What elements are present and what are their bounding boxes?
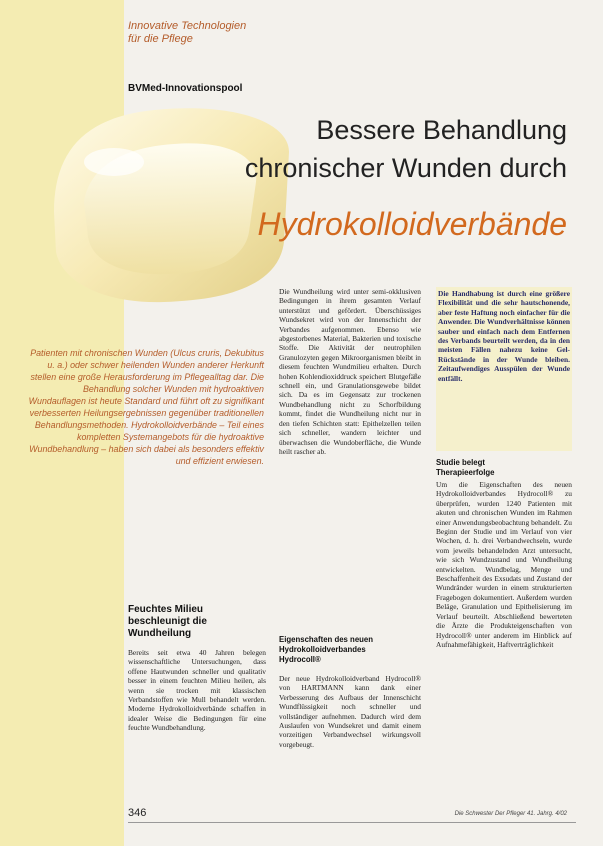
title-line-3: Hydrokolloidverbände	[257, 206, 567, 242]
title-line-2: chronischer Wunden durch	[244, 153, 567, 183]
title-line-1: Bessere Behandlung	[316, 115, 567, 145]
footer-journal: Die Schwester Der Pfleger 41. Jahrg. 4/02	[454, 811, 567, 817]
intro-paragraph: Patienten mit chronischen Wunden (Ulcus cruris, Dekubitus u. a.) oder schwer heilenden Wunden anderer Herkunft stellen eine große Herausforderung im Pflegealltag dar. Die Behandlung solcher Wunden mit hydroaktiven Wundauflagen ist heute Standard und führt oft zu signifikant verbesserten Heilungsergebnissen gegenüber traditionellen Behandlungsmethoden. Hydrokolloidverbände – Teil eines kompletten Systemangebots für die hydroaktive Wundbehandlung – haben sich dabei als besonders effektiv und effizient erwiesen.	[28, 348, 264, 466]
column-2-text-bottom: Der neue Hydrokolloidverband Hydrocoll® von HARTMANN kann dank einer Verbesserung des Aufbaus der Innenschicht Wundflüssigkeit noch schneller und vollständiger aufnehmen. Dadurch wird dem Auslaufen von Wundsekret und damit einem vorzeitigen Verbandwechsel wirkungsvoll vorgebeugt.	[279, 674, 421, 749]
page-number: 346	[128, 807, 147, 819]
column-1-text: Bereits seit etwa 40 Jahren belegen wissenschaftliche Untersuchungen, dass offene Hautwunden schneller und qualitativ besser in einem feuchten Milieu heilen, als wenn sie trocken mit klassischen Verbandstoffen wie Mull behandelt werden. Moderne Hydrokolloidverbände schaffen in idealer Weise die Bedingungen für eine feuchte Wundbehandlung.	[128, 648, 266, 733]
section-label: BVMed-Innovationspool	[128, 83, 243, 94]
series-kicker: Innovative Technologien für die Pflege	[128, 20, 247, 45]
heading-eigenschaften: Eigenschaften des neuen Hydrokolloidverbandes Hydrocoll®	[279, 635, 374, 664]
highlight-box-text: Die Handhabung ist durch eine größere Flexibilität und die sehr hautschonende, aber feste Haftung noch einfacher für die Anwender. Die Wundverhältnisse können sauber und einfach nach dem Entfernen des Verbands beurteilt werden, da in den meisten Fällen nahezu keine Gel-Rückstände in der Wunde bleiben. Zeitaufwendiges Ausspülen der Wunde entfällt.	[438, 289, 570, 383]
heading-feuchtes-milieu: Feuchtes Milieu beschleunigt die Wundheilung	[128, 604, 207, 639]
column-3-text: Um die Eigenschaften des neuen Hydrokolloidverbandes Hydrocoll® zu überprüfen, wurden 1240 Patienten mit akuten und chronischen Wunden im Rahmen einer Anwendungsbeobachtung behandelt. Zu Beginn der Studie und im Verlauf von vier Wochen, d. h. drei Verbandwechseln, wurde vom jeweils behandelnden Arzt untersucht, wie sich Wundzustand und Wundheilung entwickelten. Wundbelag, Menge und Beschaffenheit des Exsudats und Zustand der Wundränder wurden in einem strukturierten Fragebogen dokumentiert. Außerdem wurden Beläge, Granulation und Epithelisierung im Verlauf beurteilt. Abschließend bewerteten die Ärzte die Produkteigenschaften von Hydrocoll® unter anderem im Hinblick auf Aufnahmefähigkeit, Haftverträglichkeit	[436, 480, 572, 649]
column-2-text-top: Die Wundheilung wird unter semi-okklusiven Bedingungen in ihrem gesamten Verlauf unterstützt und gefördert. Überschüssiges Wundsekret wird von der Innenschicht der Verbandes aufgenommen. Ebenso wie abgestorbenes Material, Bakterien und toxische Stoffe. Die Aktivität der neutrophilen Granulozyten gegen Mikroorganismen bleibt in diesem feuchten Wundmilieu erhalten. Durch hohen Kohlendioxiddruck speichert Blutgefäße schnell ein, und Granulationsgewebe bildet sich. Da es im Gegensatz zur trockenen Wundbehandlung nicht zu Schorfbildung kommt, findet die Wundheilung nicht nur in den tiefen Schichten statt: Epithelzellen teilen sich schneller, wandern leichter und überwachsen die Wundoberfläche, die Wunde heilt rascher ab.	[279, 287, 421, 456]
wound-dressing-image	[44, 92, 294, 307]
footer-rule	[128, 822, 576, 823]
heading-studie: Studie belegt Therapieerfolge	[436, 458, 495, 477]
